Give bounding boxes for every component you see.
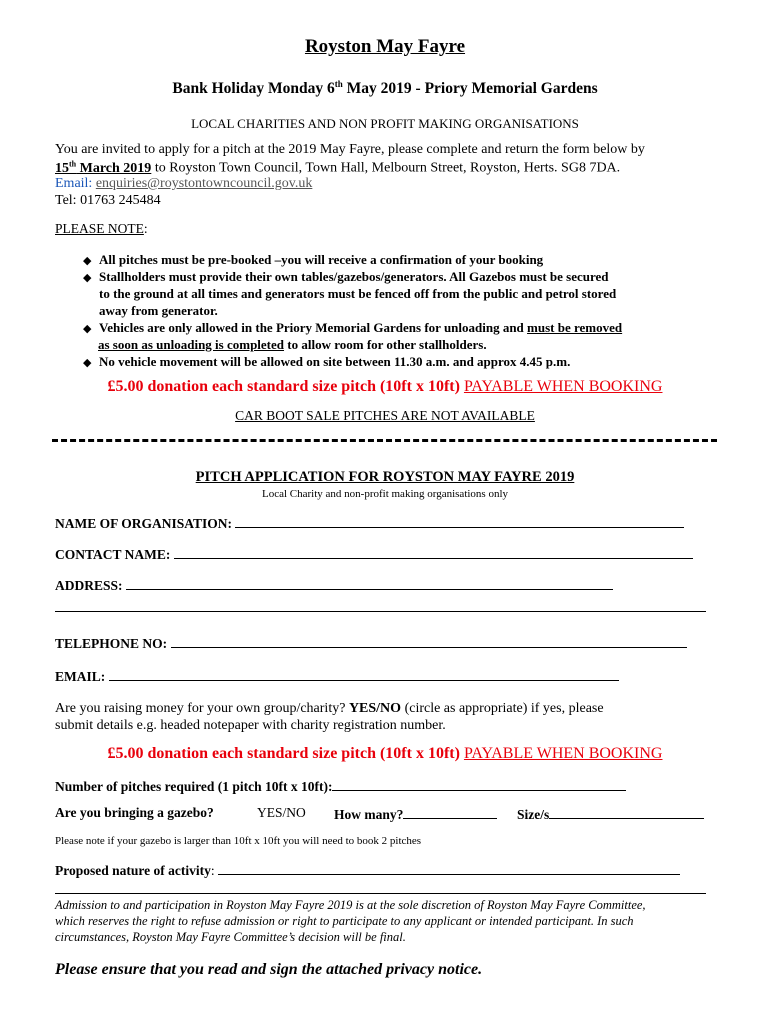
gazebo-note: Please note if your gazebo is larger than 10ft x 10ft you will need to book 2 pitches xyxy=(55,835,422,847)
car-boot-notice: CAR BOOT SALE PITCHES ARE NOT AVAILABLE xyxy=(235,408,535,423)
note-bullet-2: ◆ Stallholders must provide their own tables/gazebos/generators. All Gazebos must be secured xyxy=(83,269,609,284)
gazebo-count-field[interactable]: How many? xyxy=(334,805,497,823)
pitches-required-field[interactable]: Number of pitches required (1 pitch 10ft x 10ft): xyxy=(55,777,626,795)
gazebo-size-input-line xyxy=(549,805,704,819)
email-line: Email: enquiries@roystontowncouncil.gov.uk xyxy=(55,176,313,191)
diamond-bullet-icon: ◆ xyxy=(83,323,92,335)
yes-no-option[interactable]: YES/NO xyxy=(348,701,402,716)
form-subtitle: Local Charity and non-profit making organisations only xyxy=(261,488,509,500)
raising-money-line-2: submit details e.g. headed notepaper with charity registration number. xyxy=(55,718,446,733)
diamond-bullet-icon: ◆ xyxy=(83,357,92,369)
email-link[interactable]: enquiries@roystontowncouncil.gov.uk xyxy=(95,176,313,191)
note-bullet-4: ◆ No vehicle movement will be allowed on site between 11.30 a.m. and approx 4.45 p.m. xyxy=(83,354,571,369)
telephone-field[interactable]: TELEPHONE NO: xyxy=(55,634,687,652)
privacy-notice-reminder: Please ensure that you read and sign the attached privacy notice. xyxy=(55,961,483,978)
note-bullet-1: ◆ All pitches must be pre-booked –you will receive a confirmation of your booking xyxy=(83,252,544,267)
telephone-input-line xyxy=(171,634,687,648)
donation-notice-2: £5.00 donation each standard size pitch (10ft x 10ft) PAYABLE WHEN BOOKING xyxy=(107,745,663,762)
disclaimer-line-3: circumstances, Royston May Fayre Committee’s decision will be final. xyxy=(55,930,406,944)
organisation-field[interactable]: NAME OF ORGANISATION: xyxy=(55,514,684,532)
organisation-input-line xyxy=(235,514,684,528)
address-field[interactable]: ADDRESS: xyxy=(55,576,613,594)
diamond-bullet-icon: ◆ xyxy=(83,255,92,267)
note-bullet-2-line-2: to the ground at all times and generators must be fenced off from the public and petrol stored xyxy=(99,286,617,301)
intro-line-2: 15th March 2019 to Royston Town Council, Town Hall, Melbourn Street, Royston, Herts. SG8 7DA. xyxy=(55,159,621,176)
disclaimer-line-1: Admission to and participation in Royston May Fayre 2019 is at the sole discretion of Royston May Fayre Committee, xyxy=(55,898,646,912)
note-bullet-2-line-3: away from generator. xyxy=(99,303,218,318)
cut-line-divider xyxy=(52,439,717,442)
audience-heading: LOCAL CHARITIES AND NON PROFIT MAKING ORGANISATIONS xyxy=(191,116,579,131)
intro-line-1: You are invited to apply for a pitch at the 2019 May Fayre, please complete and return the form below by xyxy=(55,142,645,157)
address-line-2[interactable] xyxy=(55,611,706,612)
page-title: Royston May Fayre xyxy=(304,36,466,57)
pitches-input-line xyxy=(332,777,626,791)
raising-money-question: Are you raising money for your own group/charity? YES/NO (circle as appropriate) if yes, please xyxy=(55,701,604,716)
address-input-line xyxy=(126,576,613,590)
gazebo-yes-no-option[interactable]: YES/NO xyxy=(257,805,306,820)
note-bullet-3: ◆ Vehicles are only allowed in the Priory Memorial Gardens for unloading and must be removed xyxy=(83,320,623,335)
activity-line-2[interactable] xyxy=(55,893,706,894)
donation-notice: £5.00 donation each standard size pitch (10ft x 10ft) PAYABLE WHEN BOOKING xyxy=(107,378,663,395)
telephone-line: Tel: 01763 245484 xyxy=(55,193,161,208)
note-bullet-3-line-2: as soon as unloading is completed to allow room for other stallholders. xyxy=(98,337,487,352)
email-input-line xyxy=(109,667,619,681)
gazebo-count-input-line xyxy=(403,805,497,819)
form-title: PITCH APPLICATION FOR ROYSTON MAY FAYRE 2019 xyxy=(195,469,575,485)
please-note-heading: PLEASE NOTE: xyxy=(55,221,148,236)
disclaimer-line-2: which reserves the right to refuse admission or right to participate to any applicant or intended participant. In such xyxy=(55,914,634,928)
event-subtitle: Bank Holiday Monday 6th May 2019 - Priory Memorial Gardens xyxy=(172,79,598,98)
contact-name-input-line xyxy=(174,545,693,559)
gazebo-size-field[interactable]: Size/s xyxy=(517,805,704,823)
email-field[interactable]: EMAIL: xyxy=(55,667,619,685)
activity-input-line xyxy=(218,861,680,875)
diamond-bullet-icon: ◆ xyxy=(83,272,92,284)
contact-name-field[interactable]: CONTACT NAME: xyxy=(55,545,693,563)
activity-field[interactable]: Proposed nature of activity: xyxy=(55,861,680,879)
deadline: 15th March 2019 xyxy=(55,159,152,176)
gazebo-question: Are you bringing a gazebo? xyxy=(55,805,214,820)
